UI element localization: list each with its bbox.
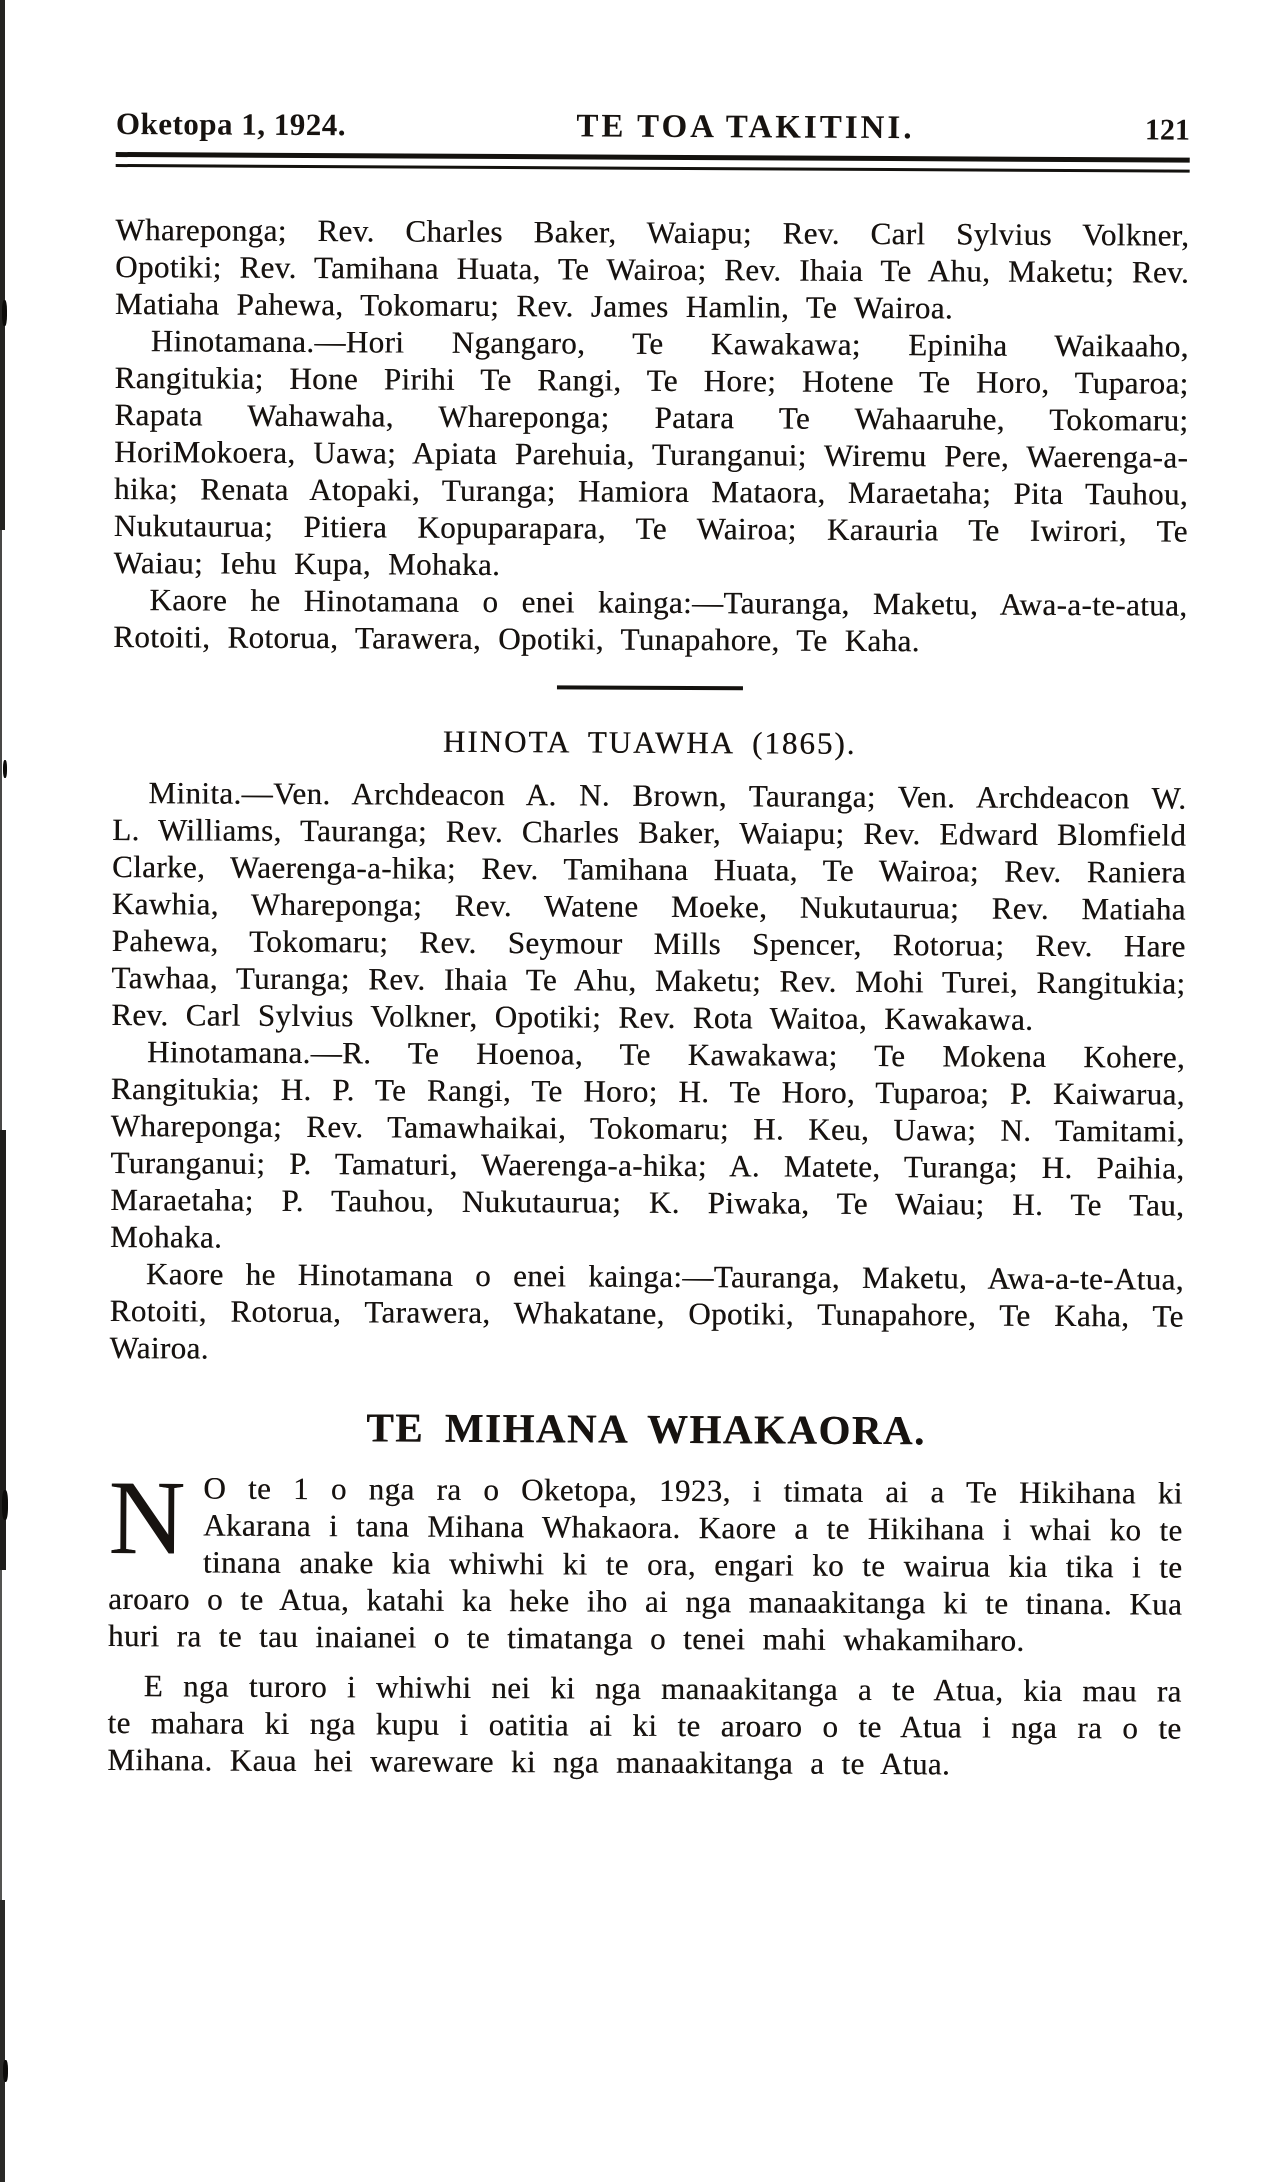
mihana-opening-text: O te 1 o nga ra o Oketopa, 1923, i timata ai a Te Hikihana ki Akarana i tana Mihana Whakaora. Kaore a te Hikihana i whai ko te tinana anake kia whiwhi ki te ora, engari ko te wairua kia tika i te aroaro o te Atua, katahi ka heke iho ai nga manaakitanga ki te tinana. Kua huri ra te tau inaianei o te timatanga o tenei mahi whakamiharo. [107, 1470, 1183, 1658]
section-heading-hinota-tuawha: HINOTA TUAWHA (1865). [442, 723, 857, 761]
masthead-double-rule [116, 152, 1190, 173]
synod-hinotamana-paragraph: Hinotamana.—Hori Ngangaro, Te Kawakawa; Epiniha Waikaaho, Rangitukia; Hone Pirihi Te Rangi, Te Hore; Hotene Te Horo, Tuparoa; Rapata Wahawaha, Whareponga; Patara Te Wahaaruhe, Tokomaru; HoriMokoera, Uawa; Apiata Parehuia, Turanganui; Wiremu Pere, Waerenga-a-hika; Renata Atopaki, Turanga; Hamiora Mataora, Maraetaha; Pita Tauhou, Nukutaurua; Pitiera Kopuparapara, Te Wairoa; Karauria Te Iwirori, Te Waiau; Iehu Kupa, Mohaka. [113, 323, 1189, 583]
page-number: 121 [1144, 113, 1190, 147]
scan-edge-artifact [0, 0, 8, 2182]
article-heading-te-mihana-whakaora: TE MIHANA WHAKAORA. [366, 1404, 926, 1454]
scan-edge-segment [0, 1900, 5, 2182]
synod-kaore-paragraph: Kaore he Hinotamana o enei kainga:—Tauranga, Maketu, Awa-a-te-atua, Rotoiti, Rotorua, Tarawera, Opotiki, Tunapahore, Te Kaha. [113, 582, 1188, 659]
scan-edge-segment [0, 1570, 2, 1900]
scan-edge-segment [0, 0, 5, 530]
page-content [107, 106, 1190, 1784]
hinota-minita-paragraph: Minita.—Ven. Archdeacon A. N. Brown, Tauranga; Ven. Archdeacon W. L. Williams, Tauranga; Rev. Charles Baker, Waiapu; Rev. Edward Blomfield Clarke, Waerenga-a-hika; Rev. Tamihana Huata, Te Wairoa; Rev. Raniera Kawhia, Whareponga; Rev. Watene Moeke, Nukutaurua; Rev. Matiaha Pahewa, Tokomaru; Rev. Seymour Mills Spencer, Rotorua; Rev. Hare Tawhaa, Turanga; Rev. Ihaia Te Ahu, Maketu; Rev. Mohi Turei, Rangitukia; Rev. Carl Sylvius Volkner, Opotiki; Rev. Rota Waitoa, Kawakawa. [111, 775, 1187, 1037]
article-body [107, 211, 1189, 1784]
scan-speck [3, 2060, 8, 2082]
masthead [116, 106, 1190, 149]
hinota-hinotamana-paragraph: Hinotamana.—R. Te Hoenoa, Te Kawakawa; Te Mokena Kohere, Rangitukia; H. P. Te Rangi, Te Horo; H. Te Horo, Tuparoa; P. Kaiwarua, Whareponga; Rev. Tamawhaikai, Tokomaru; H. Keu, Uawa; N. Tamitami, Turanganui; P. Tamaturi, Waerenga-a-hika; A. Matete, Turanga; H. Paihia, Maraetaha; P. Tauhou, Nukutaurua; K. Piwaka, Te Waiau; H. Te Tau, Mohaka. [109, 1034, 1186, 1255]
scan-speck [2, 1490, 8, 1520]
issue-date: Oketopa 1, 1924. [115, 106, 347, 143]
section-divider-rule [557, 685, 743, 690]
drop-cap-letter: N [108, 1458, 186, 1577]
mihana-closing-paragraph: E nga turoro i whiwhi nei ki nga manaakitanga a te Atua, kia mau ra te mahara ki nga kupu i oatitia ai ki te aroaro o te Atua i nga ra o te Mihana. Kaua hei wareware ki nga manaakitanga a te Atua. [107, 1668, 1182, 1782]
scan-speck [2, 300, 7, 326]
scan-speck [3, 760, 7, 778]
scan-edge-segment [0, 1130, 6, 1570]
mihana-opening-paragraph [107, 1458, 1183, 1660]
hinota-kaore-paragraph: Kaore he Hinotamana o enei kainga:—Tauranga, Maketu, Awa-a-te-Atua, Rotoiti, Rotorua, Tarawera, Whakatane, Opotiki, Tunapahore, Te Kaha, Te Wairoa. [109, 1256, 1184, 1366]
synod-continuation-paragraph: Whareponga; Rev. Charles Baker, Waiapu; Rev. Carl Sylvius Volkner, Opotiki; Rev. Tamihana Huata, Te Wairoa; Rev. Ihaia Te Ahu, Maketu; Rev. Matiaha Pahewa, Tokomaru; Rev. James Hamlin, Te Wairoa. [114, 211, 1190, 326]
scan-edge-segment [0, 530, 2, 1130]
publication-title: TE TOA TAKITINI. [576, 108, 915, 147]
